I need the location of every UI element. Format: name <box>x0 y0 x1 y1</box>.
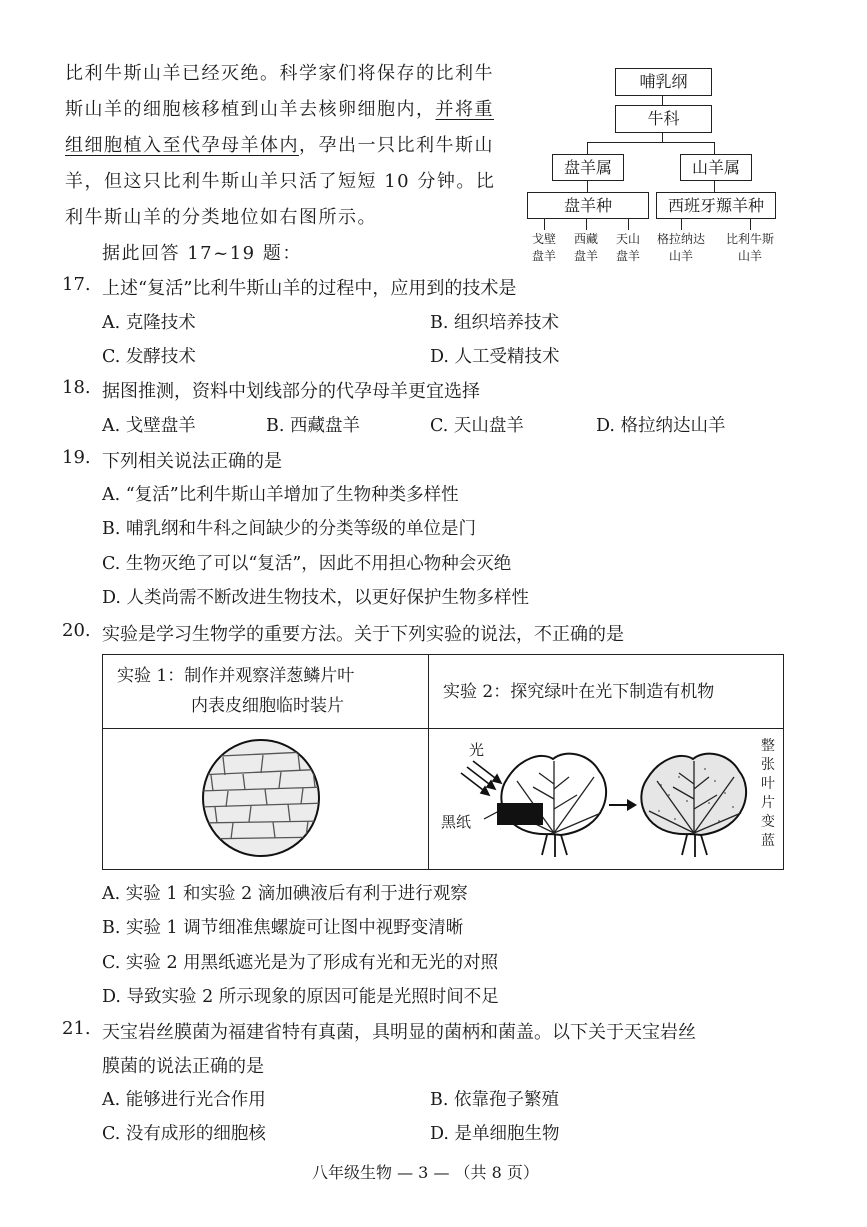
experiment-2-header <box>429 655 784 729</box>
question-21-option-c[interactable]: C. 没有成形的细胞核 <box>102 1124 266 1144</box>
tree-node-class: 哺乳纲 <box>615 68 712 96</box>
question-21-number: 21. <box>62 1018 91 1039</box>
question-18-stem: 据图推测，资料中划线部分的代孕母羊更宜选择 <box>102 381 480 402</box>
tree-leaf-label: 比利牛斯 <box>725 232 774 246</box>
leaf-with-black-paper-icon <box>497 754 606 857</box>
tree-node-species-left: 盘羊种 <box>527 192 649 219</box>
question-18-option-a[interactable]: A. 戈壁盘羊 <box>102 416 196 436</box>
question-19-option-b[interactable]: B. 哺乳纲和牛科之间缺少的分类等级的单位是门 <box>102 519 476 539</box>
intro-line-3 <box>65 128 494 164</box>
question-17-option-c[interactable]: C. 发酵技术 <box>102 347 196 367</box>
tree-leaf-label: 盘羊 <box>531 249 556 263</box>
question-19-option-d[interactable]: D. 人类尚需不断改进生物技术，以更好保护生物多样性 <box>102 588 530 608</box>
question-17-stem: 上述“复活”比利牛斯山羊的过程中，应用到的技术是 <box>102 278 517 299</box>
tree-leaf-label: 山羊 <box>737 249 762 263</box>
tree-connector <box>586 218 587 230</box>
tree-connector <box>662 132 663 142</box>
question-20-option-d[interactable]: D. 导致实验 2 所示现象的原因可能是光照时间不足 <box>102 987 499 1007</box>
tree-leaf <box>527 231 561 265</box>
tree-connector <box>628 218 629 230</box>
tree-leaf-label: 山羊 <box>668 249 693 263</box>
experiment-2-figure-cell <box>429 729 784 870</box>
experiment-2-title: 实验 2：探究绿叶在光下制造有机物 <box>443 681 715 702</box>
light-arrows-icon <box>461 761 501 795</box>
intro-underlined-2: 组细胞植入至代孕母羊体内 <box>65 135 299 156</box>
question-21-option-d[interactable]: D. 是单细胞生物 <box>430 1124 560 1144</box>
experiment-1-title-line-2: 内表皮细胞临时装片 <box>191 696 344 716</box>
tree-node-genus-left: 盘羊属 <box>552 154 624 181</box>
question-20-option-b[interactable]: B. 实验 1 调节细准焦螺旋可让图中视野变清晰 <box>102 918 464 938</box>
label-result-char: 整 <box>761 738 775 754</box>
intro-line-4: 羊，但这只比利牛斯山羊只活了短短 10 分钟。比 <box>65 171 496 192</box>
label-whole-leaf-blue <box>761 737 775 851</box>
question-19-option-a[interactable]: A. “复活”比利牛斯山羊增加了生物种类多样性 <box>102 485 459 505</box>
question-20-option-c[interactable]: C. 实验 2 用黑纸遮光是为了形成有光和无光的对照 <box>102 953 499 973</box>
question-18-option-d[interactable]: D. 格拉纳达山羊 <box>596 416 726 436</box>
intro-line-2 <box>65 92 494 128</box>
tree-node-family: 牛科 <box>615 105 712 133</box>
tree-leaf-label: 西藏 <box>573 232 598 246</box>
question-20-option-a[interactable]: A. 实验 1 和实验 2 滴加碘液后有利于进行观察 <box>102 884 468 904</box>
question-17-number: 17. <box>62 274 91 295</box>
question-18-option-c[interactable]: C. 天山盘羊 <box>430 416 524 436</box>
intro-underlined-1: 并将重 <box>435 99 494 120</box>
tree-connector <box>750 218 751 230</box>
intro-line-3-text: ，孕出一只比利牛斯山 <box>299 135 494 156</box>
intro-line-5: 利牛斯山羊的分类地位如右图所示。 <box>65 207 377 228</box>
question-19-stem: 下列相关说法正确的是 <box>102 451 282 472</box>
question-20-number: 20. <box>62 620 91 641</box>
page-footer: 八年级生物 — 3 — （共 8 页） <box>312 1163 539 1182</box>
label-result-char: 张 <box>761 757 775 773</box>
experiment-table <box>102 654 784 870</box>
label-light: 光 <box>469 741 485 759</box>
experiment-1-header <box>103 655 429 729</box>
question-17-option-a[interactable]: A. 克隆技术 <box>102 313 196 333</box>
tree-leaf <box>569 231 603 265</box>
question-18-number: 18. <box>62 377 91 398</box>
tree-connector <box>662 95 663 105</box>
intro-prompt: 据此回答 17~19 题： <box>102 243 302 264</box>
label-result-char: 变 <box>761 814 775 830</box>
tree-connector <box>714 180 715 192</box>
tree-connector <box>587 142 715 143</box>
tree-leaf-label: 盘羊 <box>573 249 598 263</box>
tree-connector <box>587 180 588 192</box>
label-black-paper: 黑纸 <box>441 813 472 831</box>
intro-line-2-text: 斯山羊的细胞核移植到山羊去核卵细胞内， <box>65 99 436 120</box>
label-result-char: 蓝 <box>761 833 775 849</box>
tree-leaf-label: 格拉纳达 <box>656 232 705 246</box>
question-19-option-c[interactable]: C. 生物灭绝了可以“复活”，因此不用担心物种会灭绝 <box>102 554 512 574</box>
question-18-option-b[interactable]: B. 西藏盘羊 <box>266 416 360 436</box>
tree-node-species-right: 西班牙羱羊种 <box>656 192 776 219</box>
question-21-stem-line-2: 膜菌的说法正确的是 <box>102 1056 264 1077</box>
question-20-stem: 实验是学习生物学的重要方法。关于下列实验的说法，不正确的是 <box>102 624 624 645</box>
question-21-option-a[interactable]: A. 能够进行光合作用 <box>102 1090 266 1110</box>
tree-leaf-label: 戈壁 <box>531 232 556 246</box>
label-result-char: 片 <box>761 795 775 811</box>
question-21-stem-line-1: 天宝岩丝膜菌为福建省特有真菌，具明显的菌柄和菌盖。以下关于天宝岩丝 <box>102 1022 696 1043</box>
question-17-option-b[interactable]: B. 组织培养技术 <box>430 313 559 333</box>
tree-leaf <box>611 231 645 265</box>
leaf-turned-blue-icon <box>641 754 746 857</box>
intro-line-1: 比利牛斯山羊已经灭绝。科学家们将保存的比利牛 <box>65 63 494 84</box>
experiment-1-title-line-1: 实验 1：制作并观察洋葱鳞片叶 <box>117 666 355 686</box>
tree-connector <box>544 218 545 230</box>
tree-leaf-label: 天山 <box>615 232 640 246</box>
question-19-number: 19. <box>62 447 91 468</box>
question-17-option-d[interactable]: D. 人工受精技术 <box>430 347 560 367</box>
right-arrow-icon <box>609 799 637 811</box>
tree-leaf-label: 盘羊 <box>615 249 640 263</box>
question-21-option-b[interactable]: B. 依靠孢子繁殖 <box>430 1090 559 1110</box>
experiment-1-figure-cell <box>103 729 429 870</box>
tree-node-genus-right: 山羊属 <box>680 154 752 181</box>
tree-leaf <box>720 231 780 265</box>
label-result-char: 叶 <box>761 776 775 792</box>
tree-connector <box>714 142 715 154</box>
microscope-view-figure <box>103 729 428 865</box>
tree-connector <box>681 218 682 230</box>
tree-connector <box>587 142 588 154</box>
tree-leaf <box>653 231 709 265</box>
